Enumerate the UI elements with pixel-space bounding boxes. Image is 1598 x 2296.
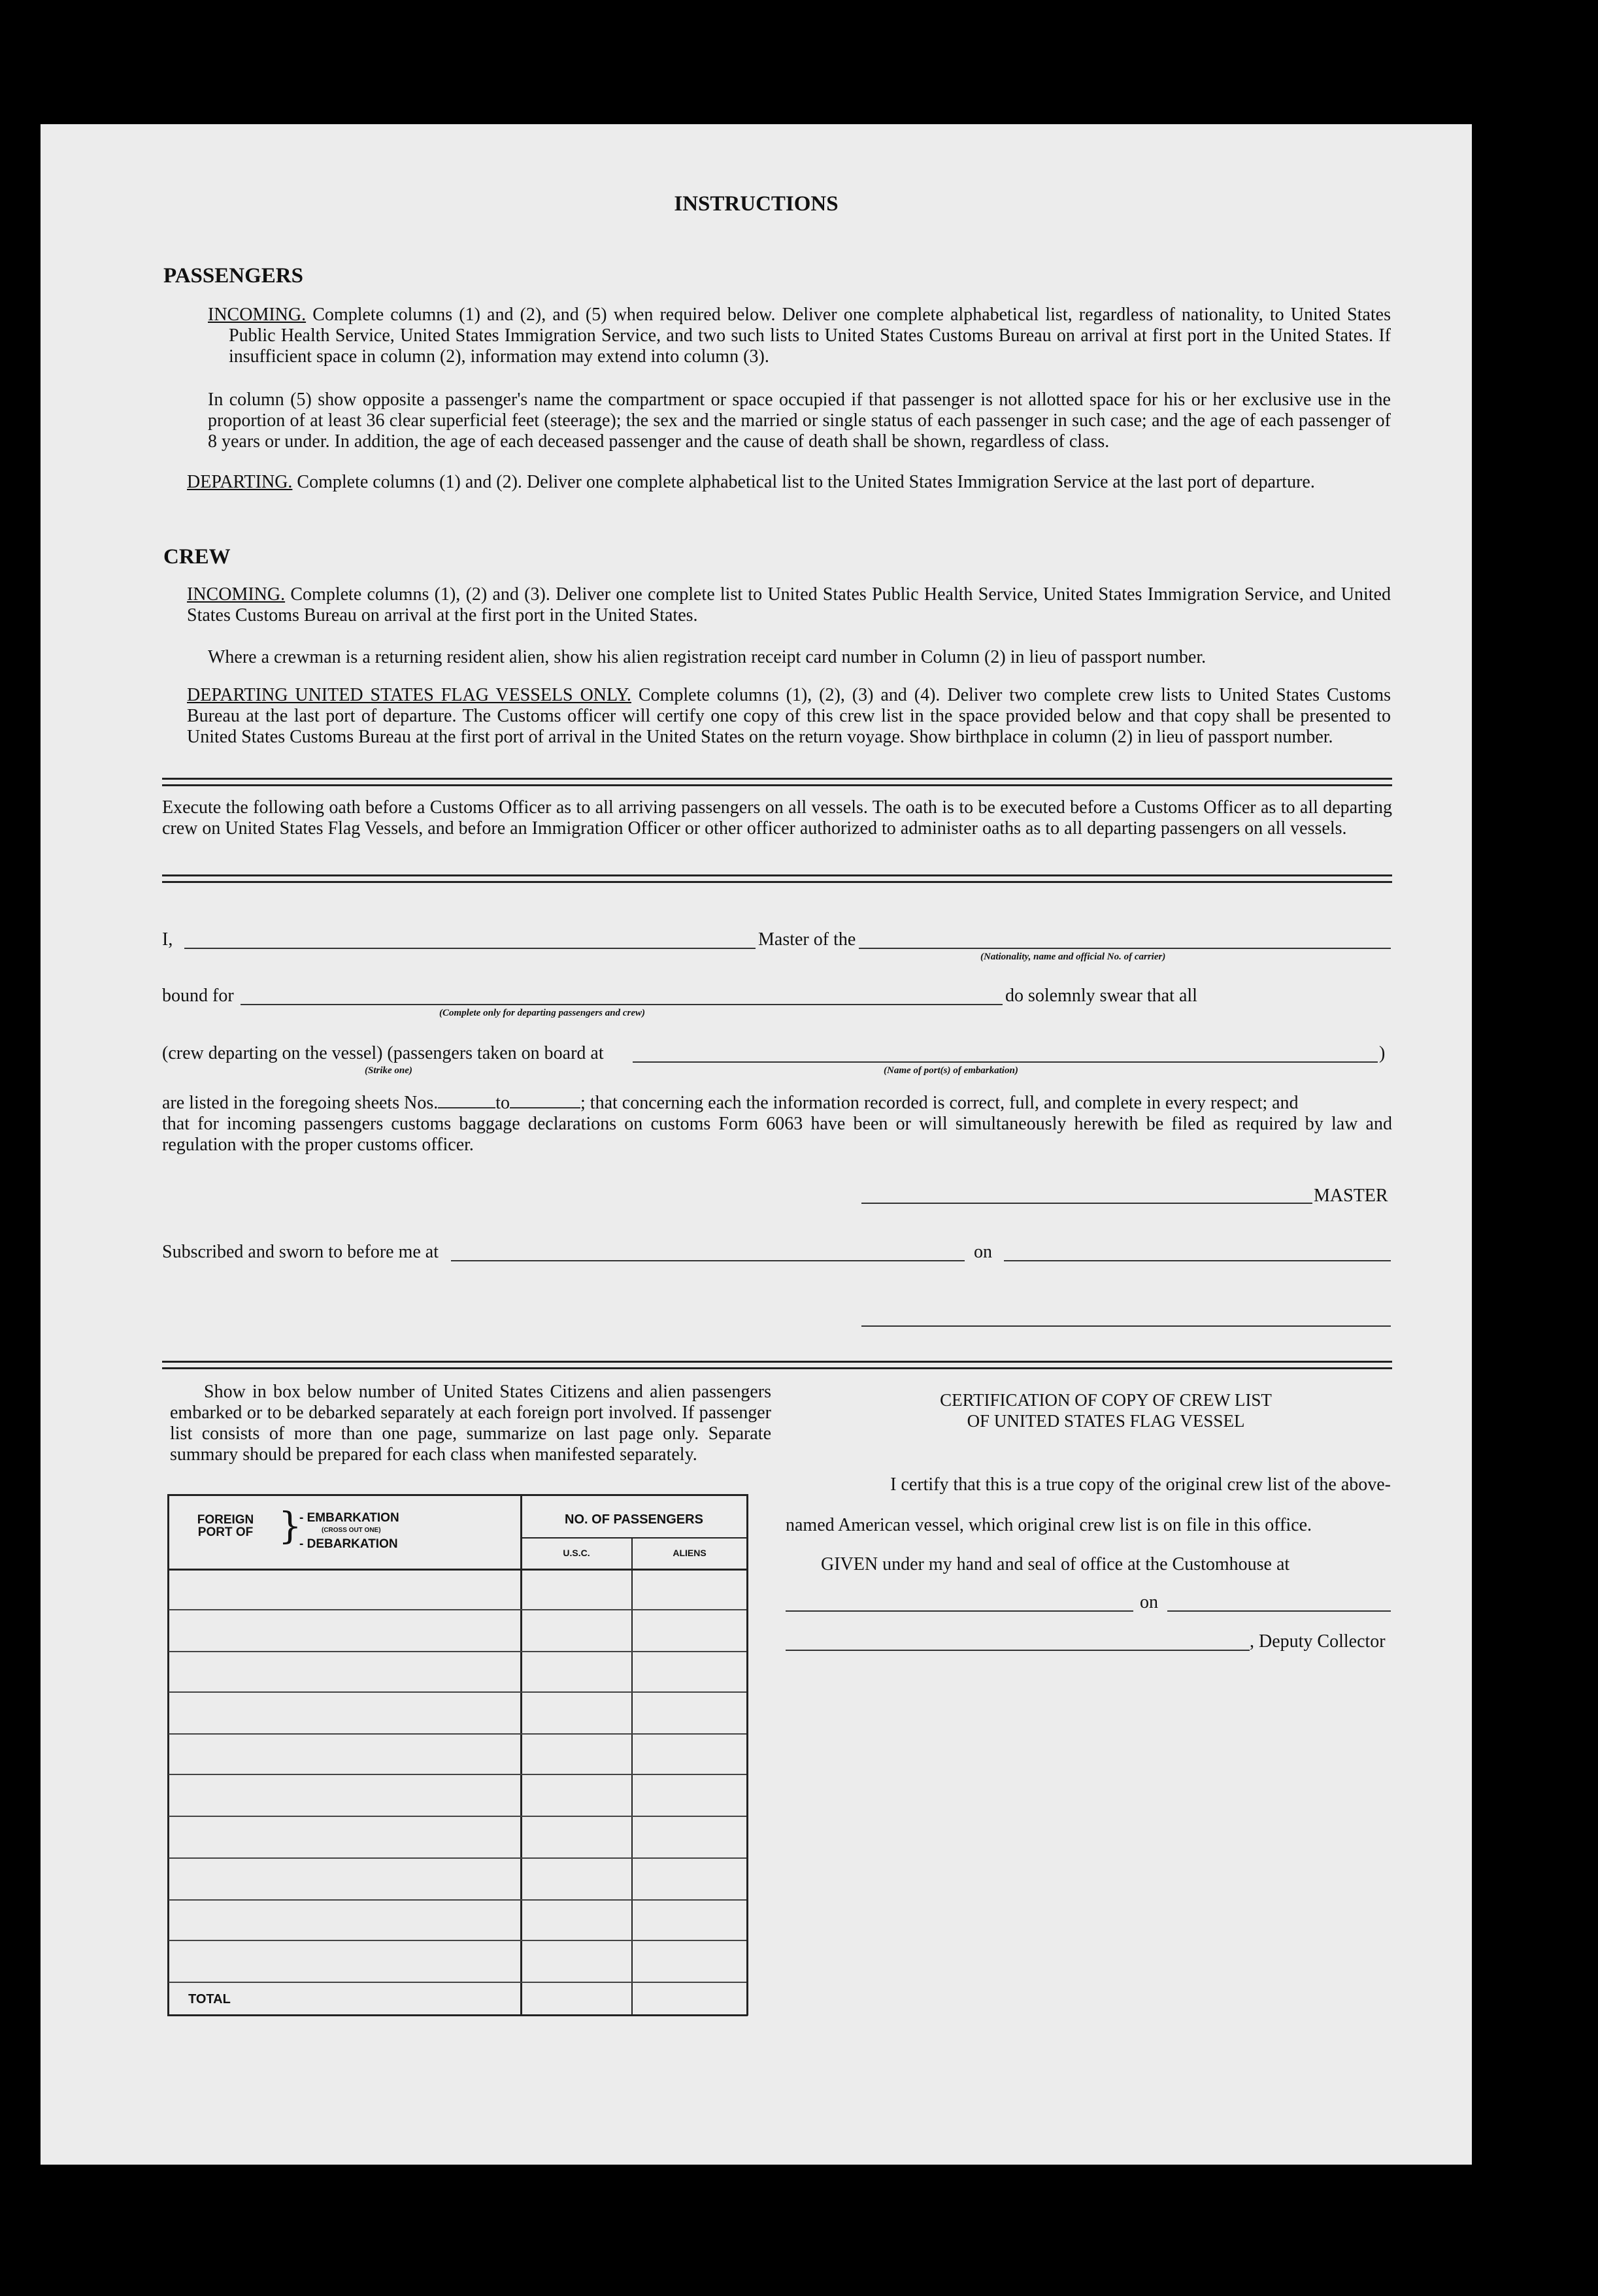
crew-incoming-paragraph	[187, 584, 1391, 626]
sheet-to-field[interactable]	[510, 1093, 580, 1108]
table-row[interactable]	[169, 1982, 746, 1983]
table-border-divider	[520, 1494, 522, 2016]
swear-label: do solemnly swear that all	[1003, 986, 1200, 1007]
subscribed-place-field[interactable]	[451, 1260, 965, 1261]
crew-incoming-label: INCOMING.	[187, 584, 286, 605]
strike-caption: (Strike one)	[365, 1065, 412, 1076]
table-row[interactable]	[169, 1899, 746, 1901]
ports-field[interactable]	[633, 1061, 1378, 1063]
crew-departing-label: DEPARTING UNITED STATES FLAG VESSELS ONLY.	[187, 685, 631, 705]
total-label: TOTAL	[188, 1992, 231, 2006]
form-page	[41, 124, 1472, 2165]
table-row[interactable]	[169, 1733, 746, 1735]
passengers-departing-paragraph	[187, 472, 1391, 493]
table-row[interactable]	[169, 1816, 746, 1817]
table-header-divider	[520, 1537, 746, 1539]
crew-departing-label: (crew departing on the vessel) (passengers taken on board at	[162, 1043, 604, 1063]
usc-header: U.S.C.	[563, 1548, 590, 1558]
customhouse-field[interactable]	[786, 1610, 1133, 1612]
certification-text-1: I certify that this is a true copy of the original crew list of the above-	[890, 1474, 1391, 1495]
crew-departing-paragraph	[187, 685, 1391, 748]
subscribed-date-field[interactable]	[1004, 1260, 1391, 1261]
listed-line	[162, 1093, 1299, 1114]
passengers-column5-paragraph: In column (5) show opposite a passenger's name the compartment or space occupied if that passenger is not allotted space for his or her exclusive use in the proportion of at least 36 clear superficial feet (steerage); the sex and the married or single status of each passenger in such case; and the age of each passenger of 8 years or under. In addition, the age of each deceased passenger and the cause of death shall be shown, regardless of class.	[208, 390, 1391, 452]
listed-suffix: ; that concerning each the information recorded is correct, full, and complete in every respect; and	[580, 1093, 1299, 1113]
master-signature-label: MASTER	[1314, 1186, 1388, 1206]
passengers-heading: PASSENGERS	[163, 264, 303, 288]
listed-rest: that for incoming passengers customs baggage declarations on customs Form 6063 have been or will simultaneously herewith be filed as required by law and regulation with the proper customs officer.	[162, 1114, 1392, 1155]
carrier-field[interactable]	[859, 948, 1391, 949]
to-label: to	[495, 1093, 510, 1113]
page-title: INSTRUCTIONS	[674, 192, 839, 216]
foreign-port-header: FOREIGN PORT OF	[197, 1513, 254, 1539]
ports-caption: (Name of port(s) of embarkation)	[884, 1065, 1018, 1076]
departing-caption: (Complete only for departing passengers and crew)	[439, 1008, 645, 1018]
master-name-field[interactable]	[184, 948, 791, 949]
table-border-left	[167, 1494, 169, 2016]
table-row[interactable]	[169, 1609, 746, 1610]
table-row[interactable]	[169, 1857, 746, 1859]
passengers-incoming-text: Complete columns (1) and (2), and (5) when required below. Deliver one complete alphabetical list, regardless of nationality, to United States Public Health Service, United States Immigration Service, and two such lists to United States Customs Bureau on arrival at first port in the United States. If insufficient space in column (2), information may extend into column (3).	[229, 305, 1391, 367]
officer-signature-field[interactable]	[861, 1325, 1391, 1327]
table-border-top	[167, 1494, 748, 1496]
oath-i-label: I,	[162, 929, 173, 950]
listed-prefix: are listed in the foregoing sheets Nos.	[162, 1093, 439, 1113]
passengers-departing-label: DEPARTING.	[187, 472, 293, 492]
subscribed-label: Subscribed and sworn to before me at	[162, 1242, 439, 1262]
table-border-bottom	[167, 2014, 748, 2016]
debarkation-header: - DEBARKATION	[299, 1537, 398, 1551]
no-passengers-header: NO. OF PASSENGERS	[565, 1512, 703, 1527]
table-row[interactable]	[169, 1691, 746, 1693]
summary-instruction: Show in box below number of United States Citizens and alien passengers embarked or to be debarked separately at each foreign port involved. If passenger list consists of more than one page, summarize on last page only. Separate summary should be prepared for each class when manifested separately.	[170, 1382, 771, 1465]
certification-date-field[interactable]	[1167, 1610, 1391, 1612]
brace-icon: }	[278, 1505, 302, 1548]
deputy-collector-label: , Deputy Collector	[1250, 1631, 1386, 1652]
cross-out-note: (CROSS OUT ONE)	[322, 1527, 381, 1534]
oath-instruction: Execute the following oath before a Customs Officer as to all arriving passengers on all vessels. The oath is to be executed before a Customs Officer as to all departing crew on United States Flag Vessels, and before an Immigration Officer or other officer authorized to administer oaths as to all departing passengers on all vessels.	[162, 797, 1392, 839]
crew-departing-text: Complete columns (1), (2), (3) and (4). Deliver two complete crew lists to United States Customs Bureau at the last port of departure. The Customs officer will certify one copy of this crew list in the space provided below and that copy shall be presented to United States Customs Bureau at the first port of arrival in the United States on the return voyage. Show birthplace in column (2) in lieu of passport number.	[187, 685, 1391, 747]
table-row[interactable]	[169, 1940, 746, 1941]
passengers-incoming-label: INCOMING.	[208, 305, 307, 325]
passengers-departing-text: Complete columns (1) and (2). Deliver one complete alphabetical list to the United States Immigration Service at the last port of departure.	[297, 472, 1315, 492]
certification-text-2: named American vessel, which original crew list is on file in this office.	[786, 1515, 1312, 1535]
section-divider	[162, 1361, 1392, 1369]
subscribed-on-label: on	[974, 1242, 992, 1262]
crew-heading: CREW	[163, 545, 231, 569]
table-row[interactable]	[169, 1774, 746, 1775]
section-divider	[162, 778, 1392, 786]
passengers-incoming-paragraph	[208, 305, 1391, 367]
embarkation-header: - EMBARKATION	[299, 1511, 399, 1525]
bound-for-label: bound for	[162, 986, 234, 1006]
aliens-header: ALIENS	[673, 1548, 707, 1558]
crew-incoming-text: Complete columns (1), (2) and (3). Deliver one complete list to United States Public Health Service, United States Immigration Service, and United States Customs Bureau on arrival at the first port in the United States.	[187, 584, 1391, 625]
section-divider	[162, 874, 1392, 883]
table-border-right	[746, 1494, 748, 2016]
nationality-caption: (Nationality, name and official No. of carrier)	[980, 952, 1166, 962]
sheet-from-field[interactable]	[438, 1093, 495, 1108]
table-row[interactable]	[169, 1651, 746, 1652]
table-header-bottom	[167, 1569, 748, 1571]
master-of-label: Master of the	[756, 929, 858, 950]
master-signature-field[interactable]	[861, 1203, 1312, 1204]
certification-title-1: CERTIFICATION OF COPY OF CREW LIST	[940, 1390, 1272, 1410]
crew-resident-paragraph: Where a crewman is a returning resident alien, show his alien registration receipt card number in Column (2) in lieu of passport number.	[208, 647, 1207, 667]
close-paren: )	[1379, 1043, 1386, 1063]
certification-text-3: GIVEN under my hand and seal of office at the Customhouse at	[821, 1554, 1290, 1574]
certification-on-label: on	[1140, 1592, 1158, 1612]
bound-for-field[interactable]	[241, 1004, 1037, 1005]
deputy-signature-field[interactable]	[786, 1650, 1250, 1651]
certification-title-2: OF UNITED STATES FLAG VESSEL	[967, 1411, 1245, 1431]
